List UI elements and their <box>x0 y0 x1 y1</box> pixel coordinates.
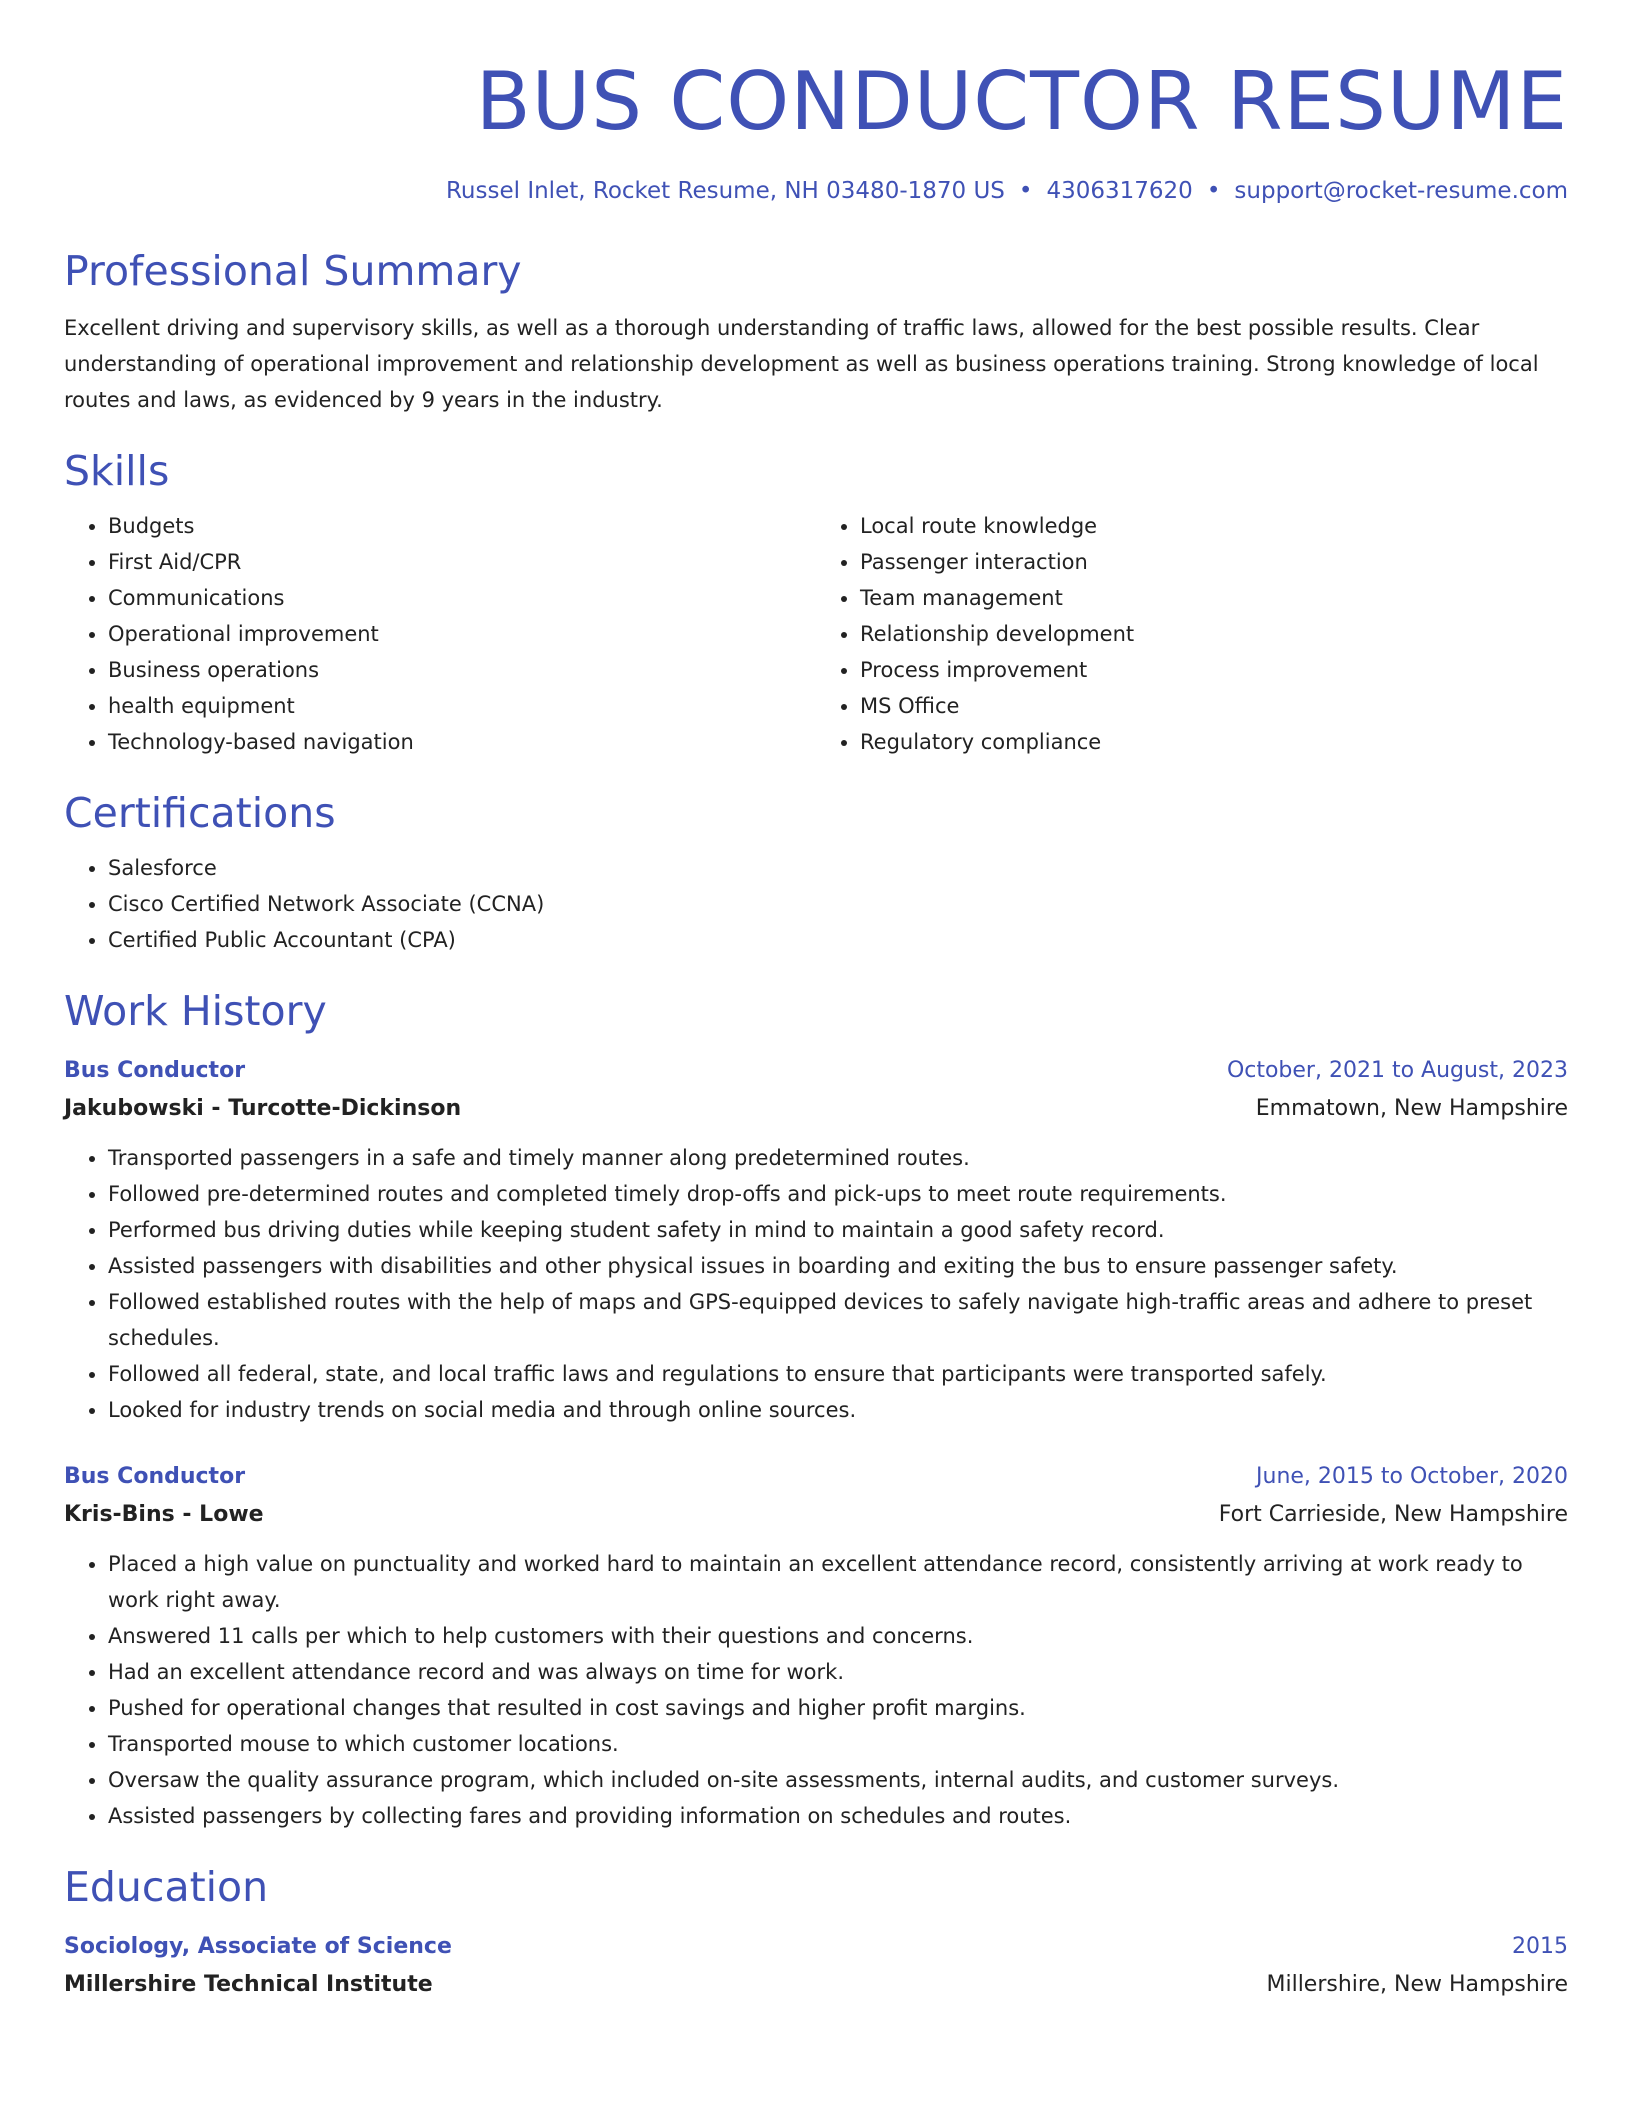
job-bullet: • Followed all federal, state, and local traffic laws and regulations to ensure that participants were transported safely. <box>108 1356 1568 1392</box>
job-bullet: • Pushed for operational changes that resulted in cost savings and higher profit margins. <box>108 1690 1568 1726</box>
skill-item: • Relationship development <box>860 616 1568 652</box>
job-bullet: • Answered 11 calls per which to help customers with their questions and concerns. <box>108 1618 1568 1654</box>
job-company: Kris-Bins - Lowe <box>64 1502 264 1527</box>
certifications-list <box>64 850 1568 958</box>
education-entry <box>64 1928 1568 2004</box>
skill-item: • Operational improvement <box>108 616 816 652</box>
job-location: Fort Carrieside, New Hampshire <box>1218 1502 1568 1527</box>
skill-item: • Team management <box>860 580 1568 616</box>
resume-header <box>64 0 1568 208</box>
education-school-row <box>64 1966 1568 2004</box>
job-bullet: • Followed established routes with the help of maps and GPS-equipped devices to safely navigate high-traffic areas and adhere to preset schedules. <box>108 1284 1568 1356</box>
summary-heading: Professional Summary <box>64 247 522 295</box>
education-location: Millershire, New Hampshire <box>1266 1972 1568 1997</box>
education-heading: Education <box>64 1863 269 1911</box>
resume-title: BUS CONDUCTOR RESUME <box>475 55 1568 148</box>
job-title: Bus Conductor <box>64 1464 246 1489</box>
skill-item: • Communications <box>108 580 816 616</box>
skills-grid <box>64 498 1568 760</box>
certification-item: • Cisco Certified Network Associate (CCNA) <box>108 886 1568 922</box>
job-bullet: • Assisted passengers by collecting fares and providing information on schedules and routes. <box>108 1798 1568 1834</box>
contact-phone: 4306317620 <box>1046 178 1193 204</box>
job-bullet: • Transported mouse to which customer locations. <box>108 1726 1568 1762</box>
job-company: Jakubowski - Turcotte-Dickinson <box>64 1096 462 1121</box>
job-bullet: • Looked for industry trends on social media and through online sources. <box>108 1392 1568 1428</box>
job-header-row <box>64 1458 1568 1496</box>
skill-item: • Business operations <box>108 652 816 688</box>
skills-list-right <box>816 508 1568 760</box>
contact-separator: • <box>1206 178 1221 204</box>
job-dates: June, 2015 to October, 2020 <box>1256 1464 1568 1489</box>
job-entry <box>64 1052 1568 1428</box>
job-entry <box>64 1458 1568 1834</box>
education-school: Millershire Technical Institute <box>64 1972 433 1997</box>
certification-item: • Certified Public Accountant (CPA) <box>108 922 1568 958</box>
certification-item: • Salesforce <box>108 850 1568 886</box>
contact-line <box>64 174 1568 208</box>
education-header-row <box>64 1928 1568 1966</box>
job-bullet: • Followed pre-determined routes and completed timely drop-offs and pick-ups to meet route requirements. <box>108 1176 1568 1212</box>
skill-item: • health equipment <box>108 688 816 724</box>
certifications-section <box>64 786 1568 958</box>
job-bullet: • Transported passengers in a safe and timely manner along predetermined routes. <box>108 1140 1568 1176</box>
skill-item: • First Aid/CPR <box>108 544 816 580</box>
education-section <box>64 1860 1568 2004</box>
job-bullet: • Performed bus driving duties while keeping student safety in mind to maintain a good safety record. <box>108 1212 1568 1248</box>
skill-item: • Passenger interaction <box>860 544 1568 580</box>
skills-heading: Skills <box>64 447 170 495</box>
job-bullet: • Oversaw the quality assurance program, which included on-site assessments, internal audits, and customer surveys. <box>108 1762 1568 1798</box>
job-header-row <box>64 1052 1568 1090</box>
job-bullets <box>64 1140 1568 1428</box>
job-bullet: • Assisted passengers with disabilities and other physical issues in boarding and exiting the bus to ensure passenger safety. <box>108 1248 1568 1284</box>
summary-section <box>64 244 1568 418</box>
certifications-heading: Certifications <box>64 789 336 837</box>
job-dates: October, 2021 to August, 2023 <box>1226 1058 1568 1083</box>
job-bullet: • Had an excellent attendance record and was always on time for work. <box>108 1654 1568 1690</box>
job-bullets <box>64 1546 1568 1834</box>
job-location: Emmatown, New Hampshire <box>1255 1096 1568 1121</box>
contact-separator: • <box>1018 178 1033 204</box>
contact-address: Russel Inlet, Rocket Resume, NH 03480-1870 US <box>445 178 1005 204</box>
work-history-section <box>64 984 1568 1834</box>
skill-item: • Technology-based navigation <box>108 724 816 760</box>
skill-item: • Local route knowledge <box>860 508 1568 544</box>
skills-list-left <box>64 508 816 760</box>
education-year: 2015 <box>1512 1934 1568 1959</box>
summary-text: Excellent driving and supervisory skills, as well as a thorough understanding of traffic laws, allowed for the best possible results. Clear understanding of operational improvement and relationship development as well as business operations training. Strong knowledge of local routes and laws, as evidenced by 9 years in the industry. <box>64 316 1539 412</box>
job-company-row <box>64 1496 1568 1534</box>
skill-item: • Process improvement <box>860 652 1568 688</box>
job-bullet: • Placed a high value on punctuality and worked hard to maintain an excellent attendance record, consistently arriving at work ready to work right away. <box>108 1546 1568 1618</box>
contact-email: support@rocket-resume.com <box>1234 178 1568 204</box>
skills-section <box>64 444 1568 760</box>
education-degree: Sociology, Associate of Science <box>64 1934 452 1959</box>
job-title: Bus Conductor <box>64 1058 246 1083</box>
skill-item: • Budgets <box>108 508 816 544</box>
skill-item: • MS Office <box>860 688 1568 724</box>
skill-item: • Regulatory compliance <box>860 724 1568 760</box>
job-company-row <box>64 1090 1568 1128</box>
work-history-heading: Work History <box>64 987 327 1035</box>
